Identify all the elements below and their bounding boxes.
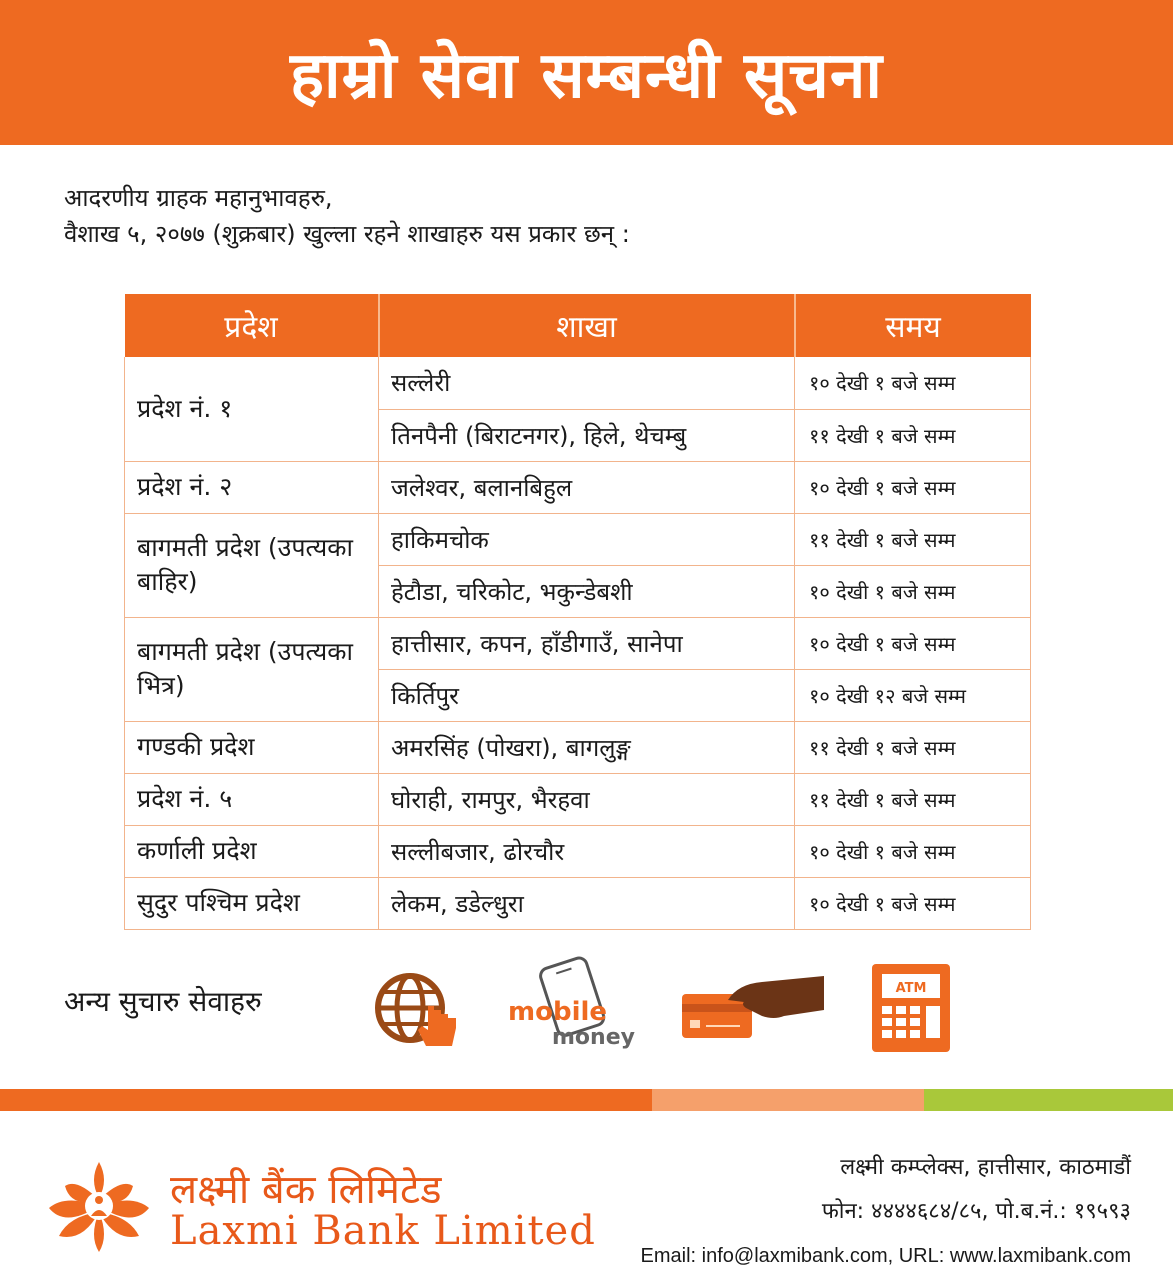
region-cell: बागमती प्रदेश (उपत्यका भित्र) bbox=[125, 617, 379, 721]
branch-cell: घोराही, रामपुर, भैरहवा bbox=[379, 773, 795, 825]
branch-cell: हेटौडा, चरिकोट, भकुन्डेबशी bbox=[379, 565, 795, 617]
branch-cell: किर्तिपुर bbox=[379, 669, 795, 721]
footer-stripe-green bbox=[924, 1089, 1173, 1111]
table-row bbox=[125, 773, 1031, 825]
region-cell: प्रदेश नं. १ bbox=[125, 357, 379, 461]
branch-cell: हात्तीसार, कपन, हाँडीगाउँ, सानेपा bbox=[379, 617, 795, 669]
table-row bbox=[125, 461, 1031, 513]
mobile-money-text-2: money bbox=[552, 1025, 635, 1050]
footer-stripe-orange bbox=[0, 1089, 652, 1111]
bank-name-nepali: लक्ष्मी बैंक लिमिटेड bbox=[170, 1167, 442, 1213]
greeting-message: वैशाख ५, २०७७ (शुक्रबार) खुल्ला रहने शाखाहरु यस प्रकार छन् : bbox=[64, 220, 630, 248]
table-row bbox=[125, 617, 1031, 669]
atm-text: ATM bbox=[895, 981, 927, 996]
header-branch: शाखा bbox=[379, 294, 795, 357]
table-row bbox=[125, 825, 1031, 877]
region-cell: कर्णाली प्रदेश bbox=[125, 825, 379, 877]
branch-schedule-table bbox=[124, 294, 1031, 930]
region-cell: सुदुर पश्चिम प्रदेश bbox=[125, 877, 379, 929]
table-row bbox=[125, 513, 1031, 565]
footer-stripe-light-orange bbox=[652, 1089, 924, 1111]
branch-cell: सल्लीबजार, ढोरचौर bbox=[379, 825, 795, 877]
mobile-money-text-1: mobile bbox=[508, 997, 608, 1027]
card-payment-icon bbox=[678, 974, 828, 1044]
region-cell: प्रदेश नं. ५ bbox=[125, 773, 379, 825]
header-banner bbox=[0, 0, 1173, 145]
greeting-block bbox=[64, 180, 630, 252]
table-row bbox=[125, 721, 1031, 773]
branch-cell: अमरसिंह (पोखरा), बागलुङ्ग bbox=[379, 721, 795, 773]
time-cell: ११ देखी १ बजे सम्म bbox=[795, 409, 1031, 461]
header-time: समय bbox=[795, 294, 1031, 357]
phone-text: फोन: ४४४४६८४/८५, पो.ब.नं.: १९५९३ bbox=[821, 1199, 1131, 1224]
time-cell: १० देखी १२ बजे सम्म bbox=[795, 669, 1031, 721]
time-cell: ११ देखी १ बजे सम्म bbox=[795, 513, 1031, 565]
time-cell: १० देखी १ बजे सम्म bbox=[795, 617, 1031, 669]
branch-cell: सल्लेरी bbox=[379, 357, 795, 409]
table-row bbox=[125, 877, 1031, 929]
region-cell: गण्डकी प्रदेश bbox=[125, 721, 379, 773]
time-cell: १० देखी १ बजे सम्म bbox=[795, 461, 1031, 513]
atm-icon bbox=[872, 964, 950, 1052]
branch-cell: जलेश्वर, बलानबिहुल bbox=[379, 461, 795, 513]
address-text: लक्ष्मी कम्प्लेक्स, हात्तीसार, काठमाडौं bbox=[840, 1155, 1131, 1180]
laxmi-bank-logo-icon bbox=[44, 1156, 154, 1256]
greeting-salutation: आदरणीय ग्राहक महानुभावहरु, bbox=[64, 184, 333, 212]
mobile-money-icon bbox=[500, 956, 640, 1052]
bank-name-english: Laxmi Bank Limited bbox=[170, 1208, 596, 1254]
time-cell: १० देखी १ बजे सम्म bbox=[795, 565, 1031, 617]
time-cell: १० देखी १ बजे सम्म bbox=[795, 825, 1031, 877]
branch-cell: तिनपैनी (बिराटनगर), हिले, थेचम्बु bbox=[379, 409, 795, 461]
time-cell: १० देखी १ बजे सम्म bbox=[795, 357, 1031, 409]
email-url-text: Email: info@laxmibank.com, URL: www.laxmibank.com bbox=[640, 1245, 1131, 1267]
region-cell: प्रदेश नं. २ bbox=[125, 461, 379, 513]
table-header-row bbox=[125, 294, 1031, 357]
time-cell: ११ देखी १ बजे सम्म bbox=[795, 773, 1031, 825]
time-cell: १० देखी १ बजे सम्म bbox=[795, 877, 1031, 929]
internet-banking-icon bbox=[372, 968, 462, 1054]
header-region: प्रदेश bbox=[125, 294, 379, 357]
contact-info bbox=[641, 1146, 1131, 1278]
time-cell: ११ देखी १ बजे सम्म bbox=[795, 721, 1031, 773]
branch-cell: हाकिमचोक bbox=[379, 513, 795, 565]
notice-title: हाम्रो सेवा सम्बन्धी सूचना bbox=[290, 39, 883, 113]
branch-cell: लेकम, डडेल्धुरा bbox=[379, 877, 795, 929]
region-cell: बागमती प्रदेश (उपत्यका बाहिर) bbox=[125, 513, 379, 617]
other-services-label: अन्य सुचारु सेवाहरु bbox=[64, 985, 262, 1018]
table-row bbox=[125, 357, 1031, 409]
